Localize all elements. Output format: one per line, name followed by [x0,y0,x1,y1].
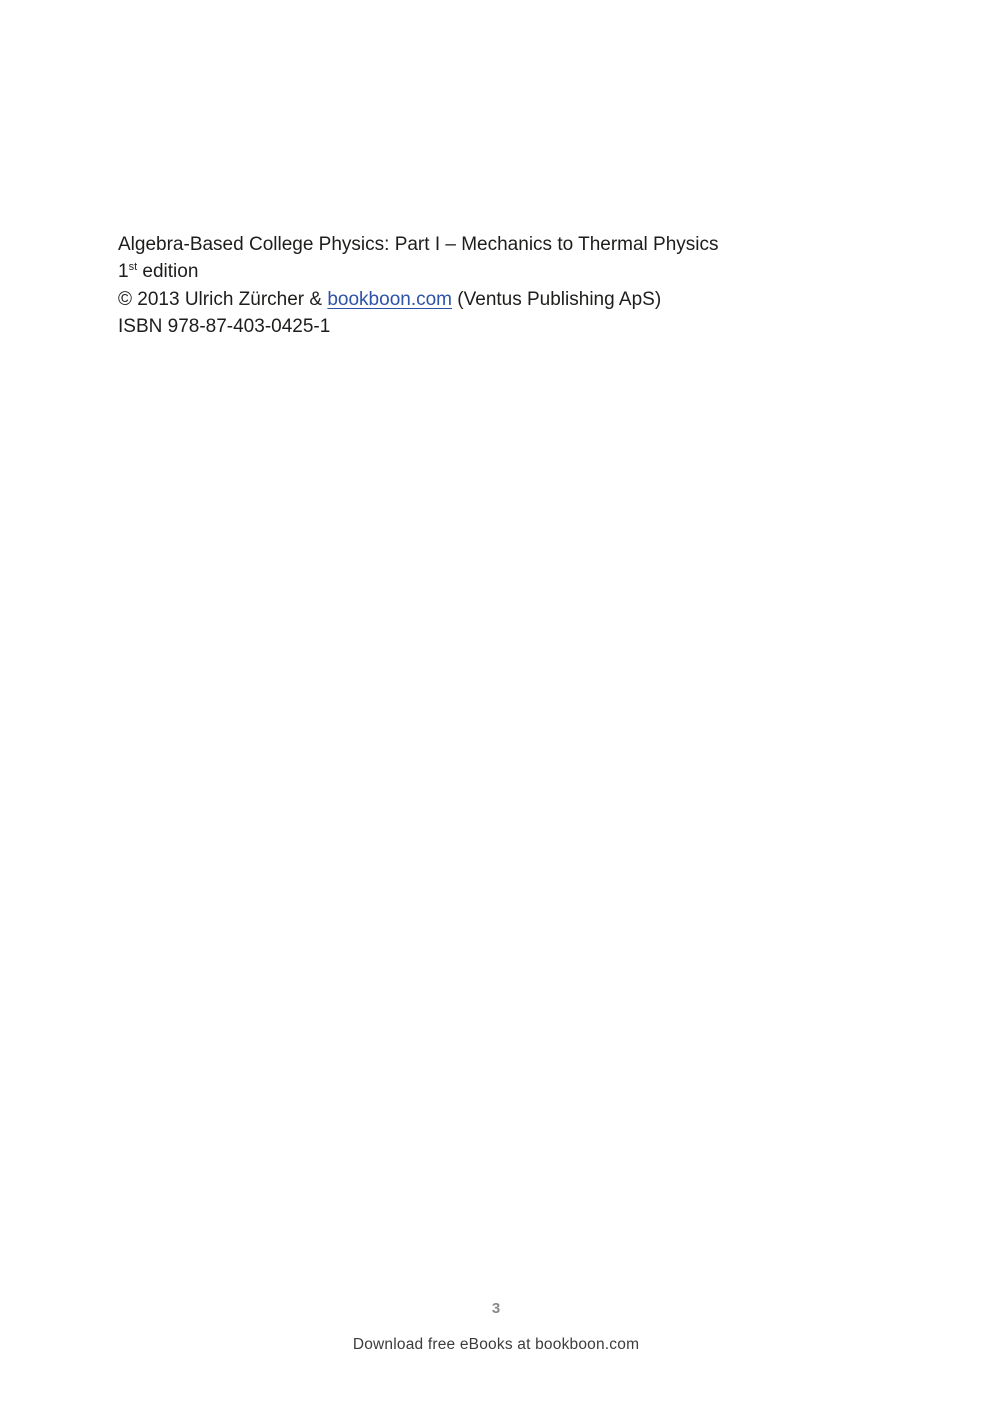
book-title: Algebra-Based College Physics: Part I – Mechanics to Thermal Physics [118,234,719,255]
edition-line [118,259,858,288]
page-number: 3 [491,1300,501,1317]
copyright-line [118,287,858,314]
copyright-prefix: © 2013 Ulrich Zürcher & [118,289,328,311]
edition-ordinal: st [128,260,138,273]
isbn-line: ISBN 978-87-403-0425-1 [118,315,331,337]
bookboon-link[interactable]: bookboon.com [327,289,453,311]
copyright-suffix: (Ventus Publishing ApS) [452,289,662,311]
download-ebooks-link[interactable]: Download free eBooks at bookboon.com [352,1336,640,1353]
edition-number: 1 [118,260,129,282]
edition-word: edition [137,260,199,282]
copyright-block [118,232,858,340]
